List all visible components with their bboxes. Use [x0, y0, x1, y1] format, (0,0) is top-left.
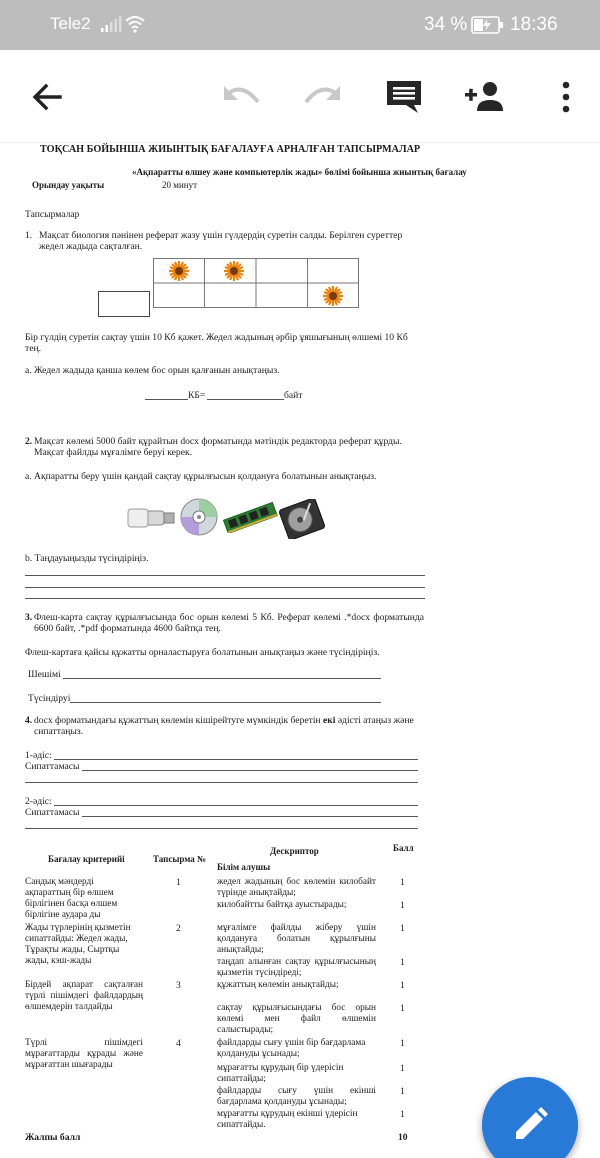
answer-blank[interactable] [207, 399, 284, 400]
rubric-task-number: 1 [176, 877, 181, 888]
wifi-icon [124, 14, 146, 34]
method2-line[interactable] [54, 805, 418, 806]
q1-answer-mid: КБ= [188, 390, 206, 401]
rubric-descriptor: мұрағатты құрудың екінші үдерісін сипаттайды. [217, 1109, 358, 1130]
rubric-score: 1 [400, 923, 405, 934]
q2-part-a: а. Ақпаратты беру үшін қандай сақтау құрылғысын қолдануға болатынын анықтаңыз. [25, 471, 377, 482]
q3-instruction: Флеш-картаға қайсы құжатты орналастыруға болатынын анықтаңыз және түсіндіріңіз. [25, 647, 380, 658]
time-value: 20 минут [162, 180, 198, 190]
rubric-descriptor: құжаттың көлемін анықтайды; [217, 980, 339, 990]
q1-answer-end: байт [284, 390, 303, 401]
status-bar [0, 0, 600, 50]
rubric-score: 1 [400, 877, 405, 888]
method1-description-label: Сипаттамасы [25, 761, 80, 772]
q4-text-after: әдісті атаңыз және сипаттаңыз. [34, 715, 414, 737]
battery-charging-icon [471, 16, 504, 34]
clock: 18:36 [510, 14, 558, 35]
method2-label: 2-әдіс: [25, 796, 52, 807]
q4-text-bold: екі [323, 715, 336, 726]
header-student: Білім алушы [217, 862, 271, 872]
rubric-criterion: Сандық мәндерді ақпараттың бір өлшем бірлігінен басқа өлшем бірлігіне аудара ды [25, 877, 118, 920]
rubric-descriptor: мұғалімге файлды жіберу үшін қолдануға болатын құрылғыны анықтайды; [217, 923, 376, 955]
q2-part-b: b. Таңдауыңызды түсіндіріңіз. [25, 553, 149, 564]
rubric-score: 1 [400, 957, 405, 968]
flower-icon [322, 285, 344, 307]
rubric-descriptor: жедел жадының бос көлемін килобайт түрінде анықтайды; [217, 877, 376, 898]
ram-module-icon [222, 501, 278, 533]
rubric-descriptor: килобайтты байтқа ауыстырады; [217, 900, 347, 910]
rubric-descriptor: таңдап алынған сақтау құрылғысының қызметін түсіндіреді; [217, 957, 376, 978]
answer-line[interactable] [25, 587, 425, 588]
redo-icon[interactable] [300, 80, 344, 114]
q4-number: 4. [25, 715, 33, 726]
method2-description-line[interactable] [82, 816, 418, 817]
answer-line[interactable] [25, 828, 418, 829]
rubric-descriptor: мұрағатты құрудың бір үдерісін сипаттайды; [217, 1063, 344, 1084]
comment-icon[interactable] [384, 78, 424, 116]
q1-part-a: а. Жедел жадыда қанша көлем бос орын қалғанын анықтаңыз. [25, 365, 280, 376]
solution-label: Шешімі [28, 669, 61, 680]
rubric-score: 1 [400, 1086, 405, 1097]
rubric-descriptor: файлдарды сығу үшін бір бағдарлама қолдануды ұсынады; [217, 1038, 366, 1059]
q4-text [34, 715, 414, 737]
header-descriptor: Дескриптор [270, 846, 319, 856]
solution-line[interactable] [63, 678, 381, 679]
edit-pencil-icon [512, 1107, 548, 1143]
rubric-score: 1 [400, 980, 405, 991]
rubric-score: 1 [400, 1038, 405, 1049]
rubric-score: 1 [400, 1003, 405, 1014]
total-label: Жалпы балл [25, 1132, 81, 1143]
flower-icon [168, 260, 190, 282]
header-task: Тапсырма № [153, 854, 207, 864]
rubric-criterion: Түрлі пішімдегі мұрағаттарды құрады және мұрағаттан шығарады [25, 1038, 143, 1070]
undo-icon[interactable] [220, 80, 264, 114]
q3-number: 3. [25, 612, 33, 623]
answer-line[interactable] [25, 598, 425, 599]
rubric-task-number: 3 [176, 980, 181, 991]
q2-text: Мақсат көлемі 5000 байт құрайтын docx форматында мәтіндік редакторда реферат құрды. Мақсат файлды мұғалімге беруі керек. [34, 436, 402, 458]
q1-number: 1. [25, 230, 33, 241]
q4-text-before: docx форматындағы құжаттың көлемін кішірейтуге мүмкіндік беретін [34, 715, 324, 726]
header-score: Балл [393, 843, 414, 853]
rubric-task-number: 4 [176, 1038, 181, 1049]
carrier-name: Tele2 [50, 14, 91, 33]
answer-line[interactable] [25, 575, 425, 576]
document-title: ТОҚСАН БОЙЫНША ЖИЫНТЫҚ БАҒАЛАУҒА АРНАЛҒАН ТАПСЫРМАЛАР [40, 144, 421, 155]
flower-icon [223, 260, 245, 282]
back-arrow-icon[interactable] [28, 78, 66, 116]
method1-description-line[interactable] [82, 770, 418, 771]
document-page [0, 143, 600, 1158]
signal-icon [100, 15, 122, 33]
method1-label: 1-әдіс: [25, 750, 52, 761]
q1-info: Бір гүлдің суретін сақтау үшін 10 Кб қажет. Жедел жадының әрбір ұяшығының өлшемі 10 Кб тең. [25, 332, 408, 354]
rubric-descriptor: файлдарды сығу үшін екінші бағдарлама қолдануды ұсынады; [217, 1086, 376, 1107]
rubric-criterion: Жады түрлерінің қызметін сипаттайды: Жедел жады, Тұрақты жады, Сыртқы жады, кэш-жады [25, 923, 131, 966]
usb-flash-drive-icon [126, 501, 176, 533]
explain-line[interactable] [70, 702, 381, 703]
add-person-icon[interactable] [463, 80, 505, 112]
tasks-heading: Тапсырмалар [25, 209, 80, 220]
more-vert-icon[interactable] [552, 78, 580, 116]
method2-description-label: Сипаттамасы [25, 807, 80, 818]
method1-line[interactable] [54, 759, 418, 760]
explain-label: Түсіндіруі [28, 693, 71, 704]
rubric-score: 1 [400, 900, 405, 911]
header-criteria: Бағалау критерийі [48, 854, 125, 864]
memory-cells-grid [153, 258, 359, 308]
rubric-score: 1 [400, 1109, 405, 1120]
battery-percent: 34 % [424, 14, 468, 35]
q3-text: Флеш-карта сақтау құрылғысында бос орын көлемі 5 Кб. Реферат көлемі .*docx форматында 6600 байт, .*pdf форматында 4600 байтқа тең. [34, 612, 424, 634]
empty-box [98, 291, 150, 317]
q2-number: 2. [25, 436, 33, 447]
document-subtitle: «Ақпаратты өлшеу және компьютерлік жады» бөлімі бойынша жиынтық бағалау [132, 167, 467, 177]
hard-disk-icon [279, 499, 325, 539]
total-value: 10 [398, 1132, 408, 1143]
q1-text: Мақсат биология пәнінен реферат жазу үшін гүлдердің суретін салды. Берілген суреттер жедел жадыда сақталған. [39, 230, 403, 252]
answer-line[interactable] [25, 782, 418, 783]
time-label: Орындау уақыты [32, 180, 105, 190]
cd-disc-icon [179, 497, 219, 537]
rubric-task-number: 2 [176, 923, 181, 934]
toolbar [0, 50, 600, 143]
answer-blank[interactable] [145, 399, 188, 400]
rubric-score: 1 [400, 1063, 405, 1074]
rubric-descriptor: сақтау құрылғысындағы бос орын көлемі мен файл өлшемін салыстырады; [217, 1003, 376, 1035]
rubric-criterion: Бірдей ақпарат сақталған түрлі пішімдегі файлдардың өлшемдерін талдайды [25, 980, 143, 1012]
